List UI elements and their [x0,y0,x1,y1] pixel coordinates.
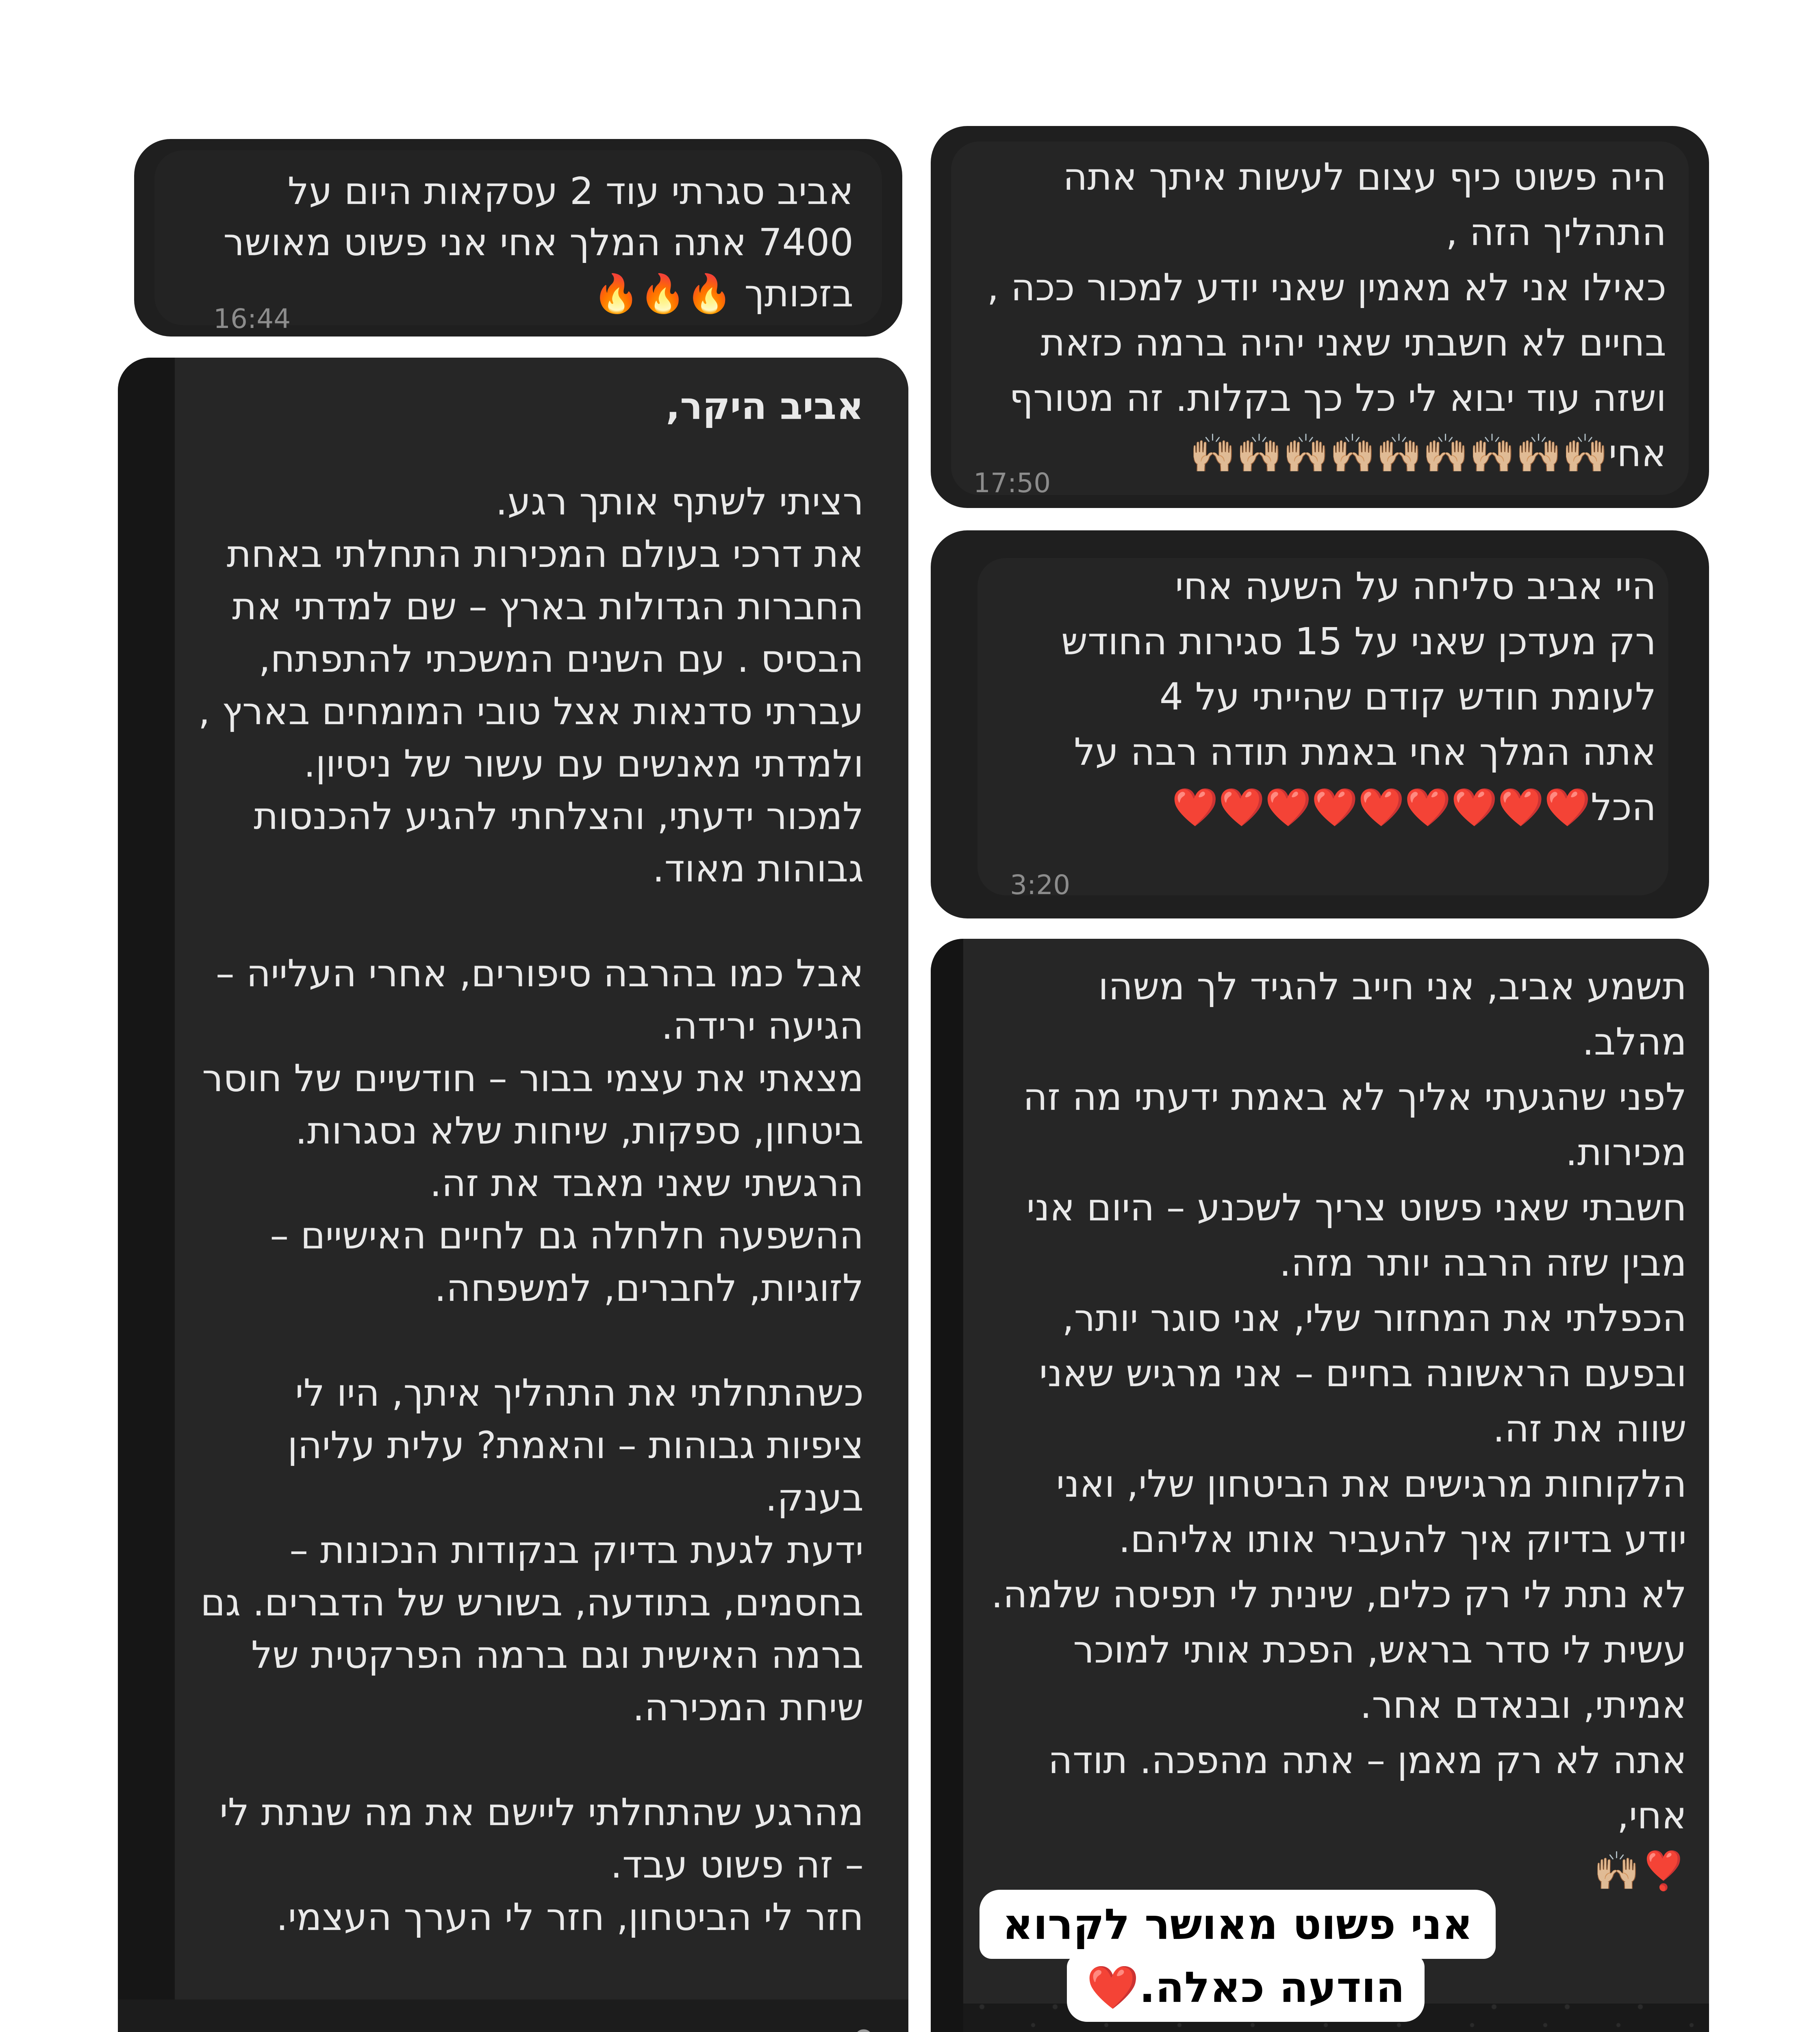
message-card-middle-right [931,530,1709,918]
chat-left-margin [118,358,175,2024]
message-card-long-right [931,939,1709,2032]
message-bubble [977,558,1668,901]
message-text: אביב סגרתי עוד 2 עסקאות היום על 7400 אתה המלך אחי אני פשוט מאושר בזכותך 🔥🔥🔥 [211,169,854,315]
hearts-emoji-row: ❤️❤️❤️❤️❤️❤️❤️❤️❤️ [1171,786,1591,829]
message-text [967,150,1666,481]
message-time: 17:50 [973,467,1051,499]
message-body: תשמע אביב, אני חייב להגיד לך משהו מהלב. לפני שהגעתי אליך לא באמת ידעתי מה זה מכירות. חשבתי שאני פשוט צריך לשכנע – היום אני מבין שזה הרבה יותר מזה. הכפלתי את המחזור שלי, אני סוגר יותר, ובפעם הראשונה בחיים – אני מרגיש שאני שווה את זה. הלקוחות מרגישים את הביטחון שלי, ואני יודע בדיוק איך להעביר אותו אליהם. לא נתת לי רק כלים, שינית לי תפיסה שלמה. עשית לי סדר בראש, הפכת אותי למוכר אמיתי, ובנאדם אחר. אתה לא רק מאמן – אתה מהפכה. תודה אחי, [991,965,1687,1837]
hands-emoji-row: 🙌🏼🙌🏼🙌🏼🙌🏼🙌🏼🙌🏼🙌🏼🙌🏼🙌🏼 [1189,432,1609,475]
caption-sticker-line2: הודעה כאלה.❤️ [1067,1955,1425,2022]
message-body: היי אביב סליחה על השעה אחי רק מעדכן שאני על 15 סגירות החודש לעומת חודש קודם שהייתי על 4 אתה המלך אחי באמת תודה רבה על הכל [1061,564,1656,829]
message-bubble [951,141,1689,499]
message-time: 3:20 [1010,869,1071,901]
message-card-top-right [931,126,1709,508]
message-body: היה פשוט כיף עצום לעשות איתך אתה התהליך הזה , כאילו אני לא מאמין שאני יודע למכור ככה , בחיים לא חשבתי שאני יהיה ברמה כזאת ושזה עוד יבוא לי כל כך בקלות. זה מטורף אחי [987,155,1666,475]
caption-sticker-line1: אני פשוט מאושר לקרוא [979,1890,1496,1959]
message-bubble [154,150,882,334]
message-card-top-left [134,139,902,336]
chat-input-toolbar [118,1999,908,2032]
message-time: 16:44 [213,303,291,334]
message-text: רציתי לשתף אותך רגע. את דרכי בעולם המכירות התחלתי באחת החברות הגדולות בארץ – שם למדתי את הבסיס . עם השנים המשכתי להתפתח, עברתי סדנאות אצל טובי המומחים בארץ , ולמדתי מאנשים עם עשור של ניסיון. למכור ידעתי, והצלחתי להגיע להכנסות גבוהות מאוד. אבל כמו בהרבה סיפורים, אחרי העלייה – הגיעה ירידה. מצאתי את עצמי בבור – חודשיים של חוסר ביטחון, ספקות, שיחות שלא נסגרות. הרגשתי שאני מאבד את זה. ההשפעה חלחלה גם לחיים האישיים – לזוגיות, לחברים, למשפחה. כשהתחלתי את התהליך איתך, היו לי ציפיות גבוהות – והאמת? עלית עליהן בענק. ידעת לגעת בדיוק בנקודות הנכונות – בחסמים, בתודעה, בשורש של הדברים. גם ברמה האישית וגם ברמה הפרקטית של שיחת המכירה. מהרגע שהתחלתי ליישם את מה שנתת לי – זה פשוט עבד. חזר לי הביטחון, חזר לי הערך העצמי. [198,480,864,1939]
microphone-icon[interactable] [845,2028,882,2032]
message-greeting: אביב היקר, [666,384,864,428]
message-text [988,959,1687,1899]
message-bubble [963,939,1709,2004]
message-card-long-left [118,358,908,2032]
heart-hands-emoji: ❣️🙌🏼 [1593,1849,1687,1893]
chat-left-margin [931,939,963,2032]
message-bubble [175,358,908,2024]
message-text [998,559,1656,835]
